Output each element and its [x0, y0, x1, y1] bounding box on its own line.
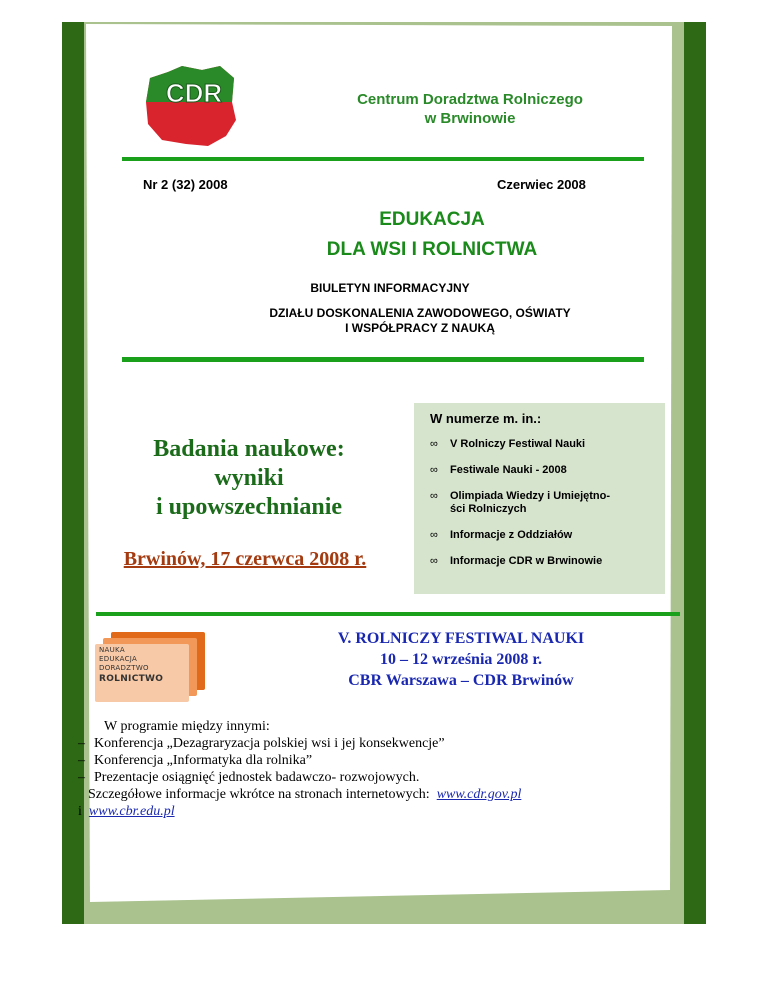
cdr-website-link[interactable]: www.cdr.gov.pl [436, 787, 522, 802]
divider-top [122, 157, 644, 161]
feature-title-line1: Badania naukowe: [153, 436, 345, 462]
org-name-line2: w Brwinowie [424, 110, 516, 127]
more-info-line2 [78, 803, 638, 820]
bullet-icon: ∞ [430, 490, 438, 502]
festival-line2: 10 – 12 września 2008 r. [379, 651, 543, 668]
festival-logo-word4: ROLNICTWO [99, 674, 164, 684]
festival-logo [95, 632, 205, 702]
toc-item-label-line2: ści Rolniczych [450, 503, 527, 515]
festival-line1: V. ROLNICZY FESTIWAL NAUKI [337, 630, 585, 647]
title-line1: EDUKACJA [379, 209, 485, 230]
toc-heading: W numerze m. in.: [430, 411, 542, 426]
toc-item[interactable] [430, 464, 658, 477]
festival-logo-word2: EDUKACJA [99, 655, 138, 663]
organization-name [300, 90, 640, 128]
festival-logo-word3: DORADZTWO [99, 664, 149, 672]
toc-item-label: Informacje CDR w Brwinowie [450, 555, 603, 567]
title-line2: DLA WSI I ROLNICTWA [326, 239, 538, 260]
festival-announcement [296, 628, 626, 691]
feature-title [100, 435, 398, 522]
bullet-icon: ∞ [430, 438, 438, 450]
toc-item-label [450, 490, 610, 516]
toc-item-label: V Rolniczy Festiwal Nauki [450, 438, 586, 450]
dash-icon: – [78, 753, 85, 768]
toc-list [430, 438, 658, 568]
toc-item[interactable] [430, 490, 658, 516]
list-item [78, 769, 638, 786]
feature-date: Brwinów, 17 czerwca 2008 r. [123, 548, 367, 570]
dash-icon: – [78, 736, 85, 751]
toc-item[interactable] [430, 438, 658, 451]
department-name [200, 306, 640, 336]
more-info-text: Szczegółowe informacje wkrótce na stronach internetowych: [88, 787, 430, 802]
list-item [78, 735, 638, 752]
department-line2: I WSPÓŁPRACY Z NAUKĄ [345, 321, 495, 335]
program-section [78, 718, 638, 820]
link2-prefix: i [78, 804, 82, 819]
toc-item-label: Festiwale Nauki - 2008 [450, 464, 567, 476]
toc-item-label: Informacje z Oddziałów [450, 529, 573, 541]
issue-date: Czerwiec 2008 [497, 177, 586, 192]
cbr-website-link[interactable]: www.cbr.edu.pl [88, 804, 175, 819]
toc-item[interactable] [430, 529, 658, 542]
list-item [78, 752, 638, 769]
bulletin-subtitle: BIULETYN INFORMACYJNY [310, 281, 470, 295]
bullet-icon: ∞ [430, 555, 438, 567]
feature-title-line2: wyniki [214, 465, 284, 491]
department-line1: DZIAŁU DOSKONALENIA ZAWODOWEGO, OŚWIATY [269, 306, 571, 320]
bullet-icon: ∞ [430, 464, 438, 476]
divider-bottom [96, 612, 680, 616]
toc-item-label-line1: Olimpiada Wiedzy i Umiejętno- [450, 490, 611, 502]
toc-item[interactable] [430, 555, 658, 568]
festival-logo-word1: NAUKA [99, 646, 125, 654]
program-item-text: Prezentacje osiągnięć jednostek badawczo- rozwojowych. [94, 770, 420, 785]
festival-line3: CBR Warszawa – CDR Brwinów [348, 672, 574, 689]
issue-number: Nr 2 (32) 2008 [143, 177, 228, 192]
program-item-text: Konferencja „Dezagraryzacja polskiej wsi i jej konsekwencje” [94, 736, 445, 751]
divider-middle [122, 357, 644, 362]
cdr-logo [142, 62, 238, 150]
dash-icon: – [78, 770, 85, 785]
festival-logo-words [99, 646, 163, 685]
bulletin-title [260, 205, 604, 265]
org-name-line1: Centrum Doradztwa Rolniczego [357, 91, 583, 108]
program-item-text: Konferencja „Informatyka dla rolnika” [94, 753, 313, 768]
bullet-icon: ∞ [430, 529, 438, 541]
program-intro: W programie między innymi: [104, 719, 270, 734]
feature-title-line3: i upowszechnianie [155, 494, 343, 520]
logo-text: CDR [165, 78, 223, 108]
more-info [78, 786, 638, 803]
